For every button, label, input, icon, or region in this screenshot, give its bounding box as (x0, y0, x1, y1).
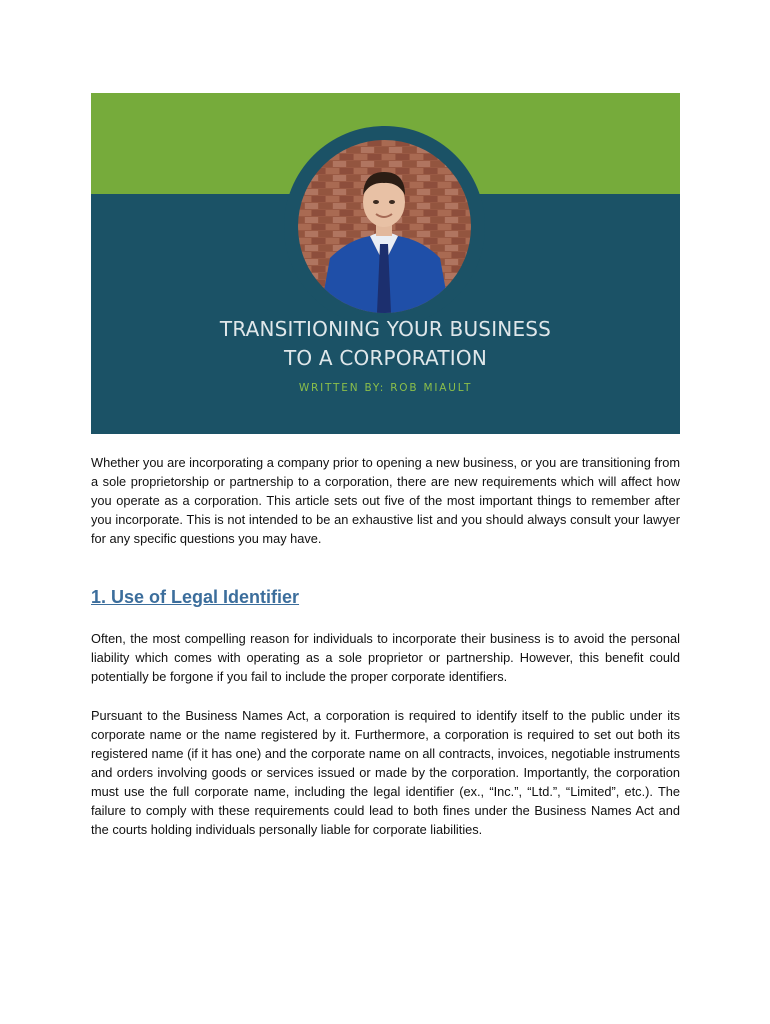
author-photo-illustration (298, 140, 471, 313)
banner-title-line-2: TO A CORPORATION (284, 346, 487, 370)
portrait-frame (284, 126, 485, 327)
intro-paragraph: Whether you are incorporating a company prior to opening a new business, or you are transitioning from a sole proprietorship or partnership to a corporation, there are new requirements which will affect how you operate as a corporation. This article sets out five of the most important things to remember after you incorporate. This is not intended to be an exhaustive list and you should always consult your lawyer for any specific questions you may have. (91, 455, 680, 546)
author-portrait (298, 140, 471, 313)
section-heading-legal-identifier: 1. Use of Legal Identifier (91, 587, 300, 607)
section-paragraph: Often, the most compelling reason for individuals to incorporate their business is to avoid the personal liability which comes with operating as a sole proprietor or partnership. However, this benefit could potentially be forgone if you fail to include the proper corporate identifiers. (91, 631, 680, 684)
header-banner (91, 93, 680, 434)
banner-title-line-1: TRANSITIONING YOUR BUSINESS (219, 317, 552, 341)
author-byline: WRITTEN BY: ROB MIAULT (298, 382, 473, 394)
section-paragraph: Pursuant to the Business Names Act, a corporation is required to identify itself to the public under its corporate name or the name registered by it. Furthermore, a corporation is required to set out both its registered name (if it has one) and the corporate name on all contracts, invoices, negotiable instruments and orders involving goods or services issued or made by the corporation. Importantly, the corporation must use the full corporate name, including the legal identifier (ex., “Inc.”, “Ltd.”, “Limited”, etc.). The failure to comply with these requirements could lead to both fines under the Business Names Act and the courts holding individuals personally liable for corporate liabilities. (91, 708, 680, 837)
